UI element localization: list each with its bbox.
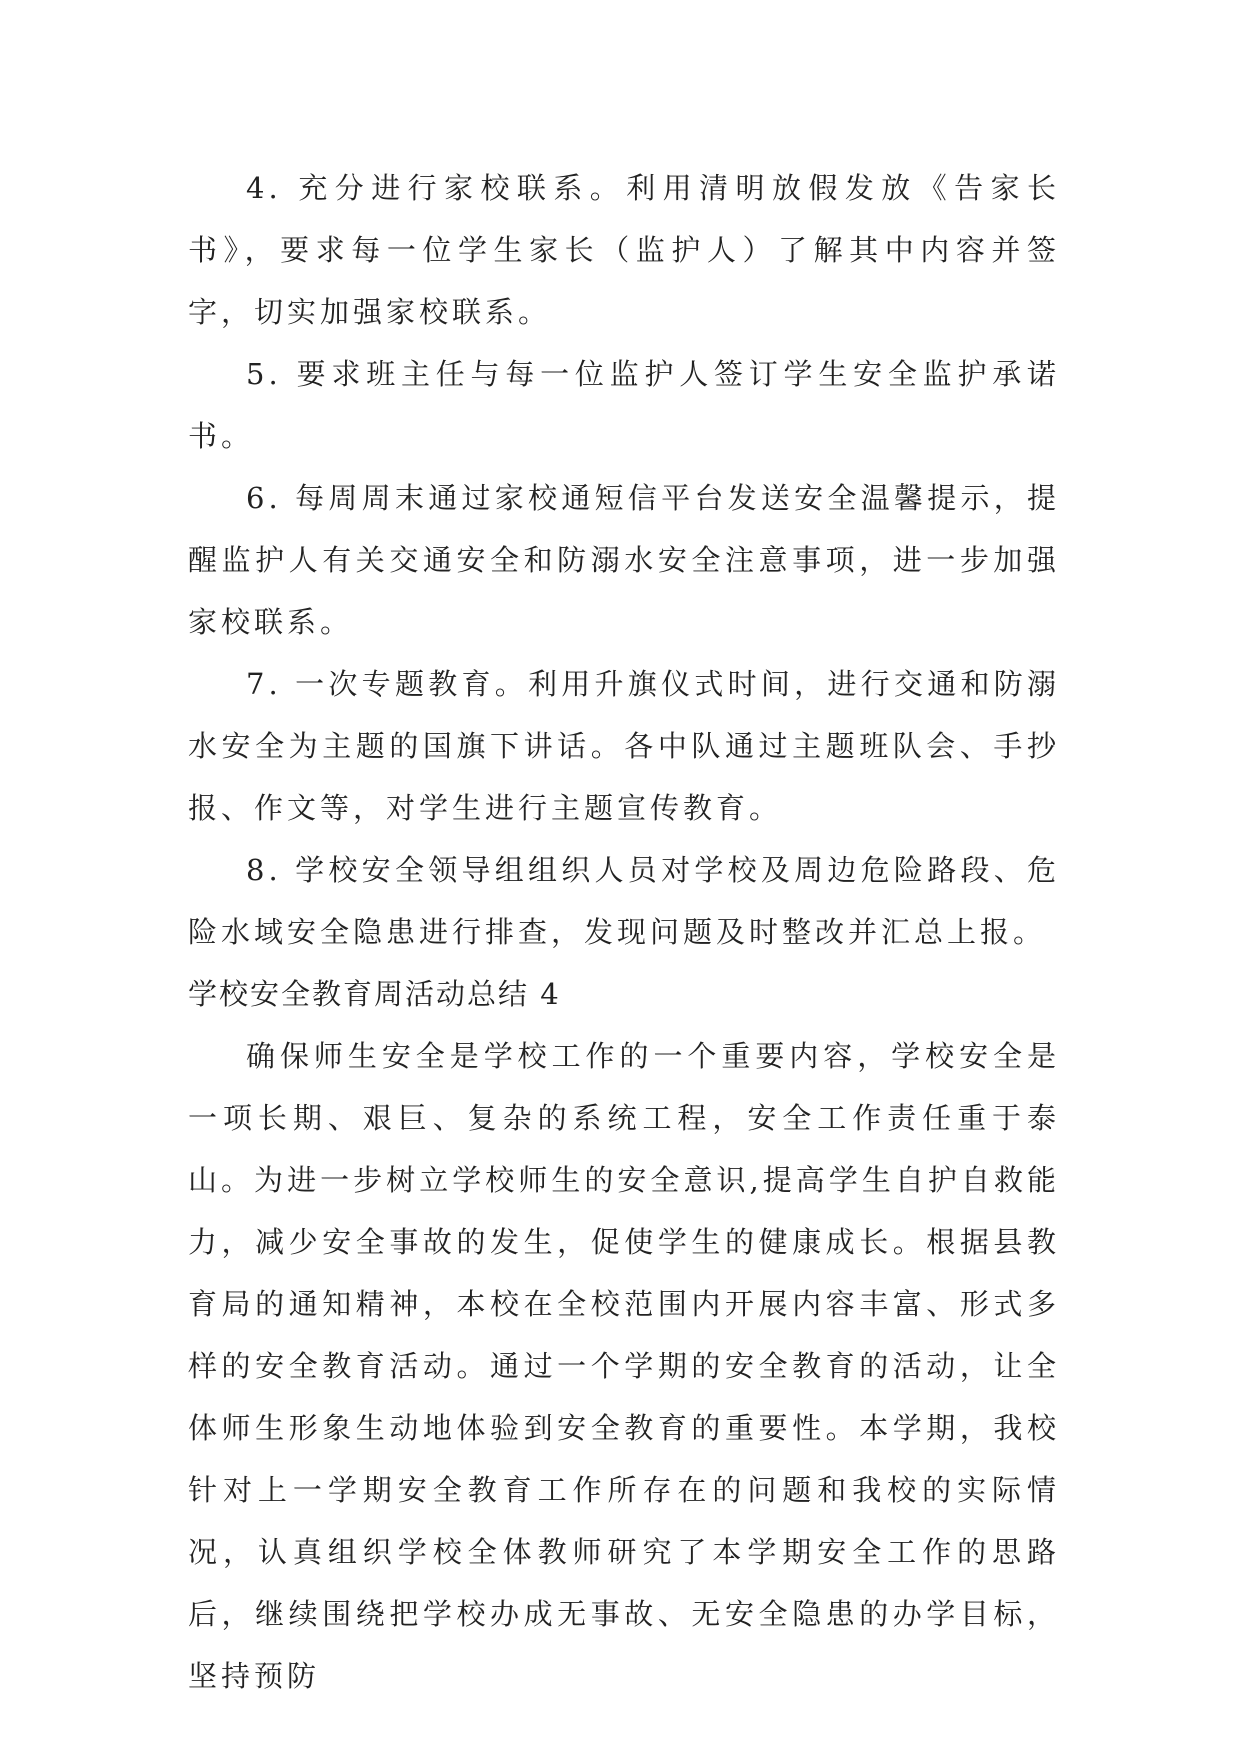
- paragraph-item-8: 8. 学校安全领导组组织人员对学校及周边危险路段、危险水域安全隐患进行排查，发现问题及时整改并汇总上报。: [188, 853, 1060, 949]
- section-body-paragraph: 确保师生安全是学校工作的一个重要内容，学校安全是一项长期、艰巨、复杂的系统工程，安全工作责任重于泰山。为进一步树立学校师生的安全意识,提高学生自护自救能力，减少安全事故的发生，促使学生的健康成长。根据县教育局的通知精神，本校在全校范围内开展内容丰富、形式多样的安全教育活动。通过一个学期的安全教育的活动，让全体师生形象生动地体验到安全教育的重要性。本学期，我校针对上一学期安全教育工作所存在的问题和我校的实际情况，认真组织学校全体教师研究了本学期安全工作的思路后，继续围绕把学校办成无事故、无安全隐患的办学目标，坚持预防: [188, 1039, 1060, 1693]
- document-body: [188, 157, 1060, 1707]
- paragraph-item-6: 6. 每周周末通过家校通短信平台发送安全温馨提示，提醒监护人有关交通安全和防溺水安全注意事项，进一步加强家校联系。: [188, 481, 1060, 639]
- paragraph-item-4: 4. 充分进行家校联系。利用清明放假发放《告家长书》，要求每一位学生家长（监护人）了解其中内容并签字，切实加强家校联系。: [188, 171, 1060, 329]
- paragraph-item-7: 7. 一次专题教育。利用升旗仪式时间，进行交通和防溺水安全为主题的国旗下讲话。各中队通过主题班队会、手抄报、作文等，对学生进行主题宣传教育。: [188, 667, 1060, 825]
- paragraph-item-5: 5. 要求班主任与每一位监护人签订学生安全监护承诺书。: [188, 357, 1060, 453]
- section-title: 学校安全教育周活动总结 4: [188, 977, 561, 1011]
